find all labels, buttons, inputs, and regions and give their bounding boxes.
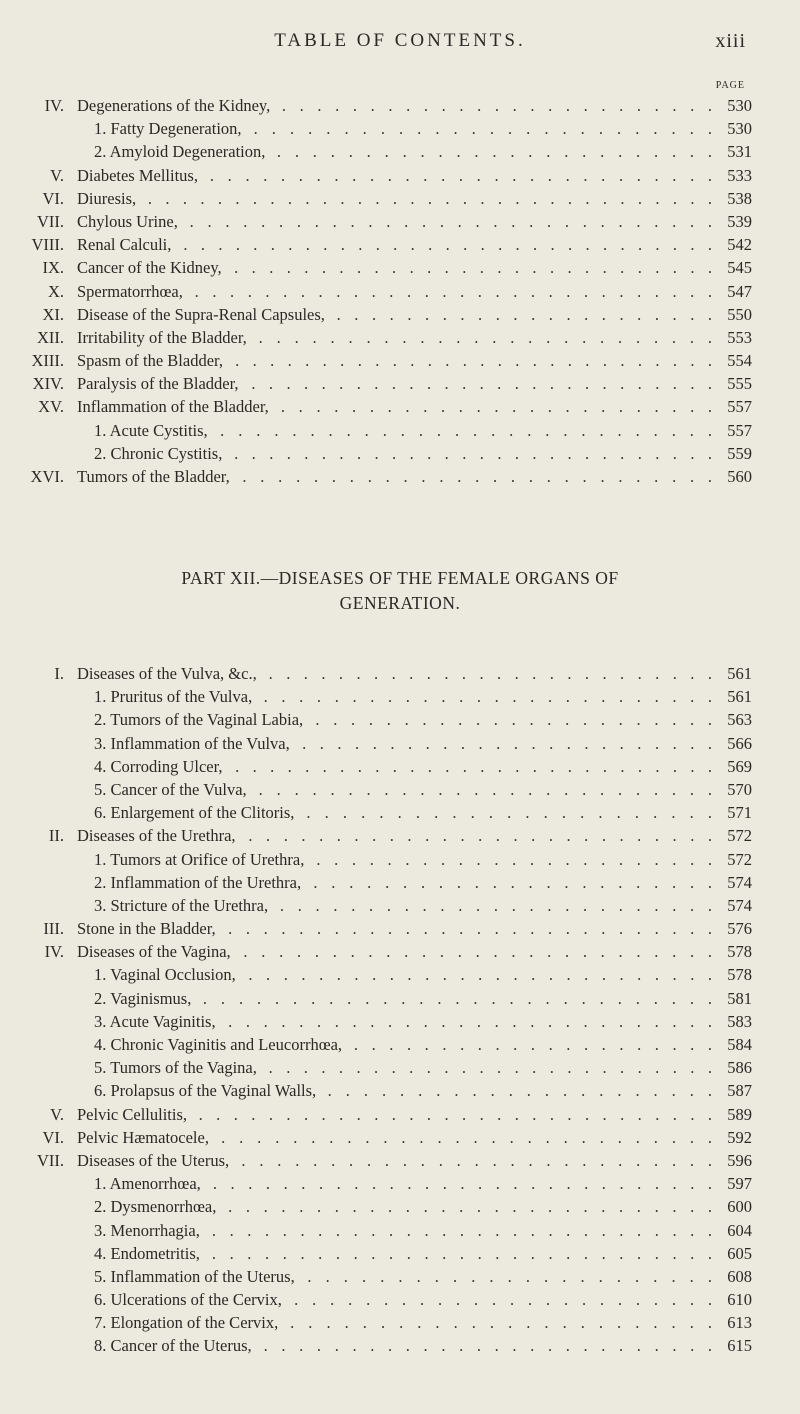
toc-entry [0, 824, 800, 847]
dot-leader: . . . . . . . . . . . . . . . . . . . . . . . . . . . . [228, 1011, 712, 1031]
dot-leader: . . . . . . . . . . . . . . . . . . . . . . . . [302, 733, 712, 753]
entry-page: 530 [727, 96, 752, 115]
dot-leader: . . . . . . . . . . . . . . . . . . . . . . . . . [279, 895, 712, 915]
part-heading-line1: PART XII.—DISEASES OF THE FEMALE ORGANS OF [181, 568, 619, 588]
entry-title: 5. Cancer of the Vulva, [94, 779, 247, 799]
entry-page: 600 [727, 1197, 752, 1217]
entry-page: 557 [727, 397, 752, 417]
entry-page: 571 [727, 803, 752, 823]
entry-number: III. [43, 919, 64, 939]
toc-entry [0, 1149, 800, 1172]
entry-title: 1. Acute Cystitis, [94, 420, 208, 440]
entry-page: 531 [727, 142, 752, 162]
toc-entry [0, 395, 800, 418]
toc-entry [0, 442, 800, 465]
part-heading-line2: GENERATION. [339, 593, 461, 613]
toc-entry [0, 963, 800, 986]
dot-leader: . . . . . . . . . . . . . . . . . . . . . . . . . . [253, 119, 712, 139]
toc-entry [0, 256, 800, 279]
entry-title: 3. Inflammation of the Vulva, [94, 733, 290, 753]
toc-entry [0, 349, 800, 372]
entry-page: 592 [727, 1127, 752, 1147]
dot-leader: . . . . . . . . . . . . . . . . . . . . . . . . . . . . . [202, 988, 712, 1008]
entry-page: 538 [727, 188, 752, 208]
entry-page: 560 [727, 467, 752, 486]
entry-title: Degenerations of the Kidney, [77, 96, 271, 115]
dot-leader: . . . . . . . . . . . . . . . . . . . . . . . . . . . [241, 1150, 712, 1170]
dot-leader: . . . . . . . . . . . . . . . . . . . . . . . . . . [258, 327, 712, 347]
entry-page: 550 [727, 304, 752, 324]
toc-entry [0, 871, 800, 894]
entry-page: 605 [727, 1243, 752, 1263]
toc-entry [0, 894, 800, 917]
dot-leader: . . . . . . . . . . . . . . . . . . . . . . . . . . . . . [209, 165, 712, 185]
dot-leader: . . . . . . . . . . . . . . . . . . . . . . . [316, 849, 712, 869]
entry-title: Pelvic Cellulitis, [77, 1104, 187, 1124]
entry-title: Pelvic Hæmatocele, [77, 1127, 209, 1147]
entry-page: 578 [727, 965, 752, 985]
dot-leader: . . . . . . . . . . . . . . . . . . . . . . . . [294, 1290, 712, 1310]
entry-page: 561 [727, 664, 752, 683]
toc-entry [0, 1010, 800, 1033]
entry-page: 553 [727, 327, 752, 347]
toc-entry [0, 987, 800, 1010]
entry-title: 7. Elongation of the Cervix, [94, 1313, 279, 1333]
dot-leader: . . . . . . . . . . . . . . . . . . . . . . . . . [281, 96, 712, 115]
toc-entry [0, 917, 800, 940]
entry-title: Chylous Urine, [77, 211, 178, 231]
entry-title: 1. Amenorrhœa, [94, 1174, 201, 1194]
dot-leader: . . . . . . . . . . . . . . . . . . . . . . . . . . . . . [211, 1243, 712, 1263]
toc-section-kidney-bladder [0, 94, 800, 488]
entry-title: 2. Tumors of the Vaginal Labia, [94, 710, 304, 730]
toc-entry [0, 1242, 800, 1265]
toc-entry [0, 1219, 800, 1242]
entry-page: 539 [727, 211, 752, 231]
dot-leader: . . . . . . . . . . . . . . . . . . . . . . . . . . . . [228, 1197, 712, 1217]
entry-title: 3. Acute Vaginitis, [94, 1011, 216, 1031]
dot-leader: . . . . . . . . . . . . . . . . . . . . . . . . [290, 1313, 712, 1333]
entry-number: II. [48, 826, 64, 846]
entry-title: Disease of the Supra-Renal Capsules, [77, 304, 325, 324]
dot-leader: . . . . . . . . . . . . . . . . . . . . . . . . . [276, 142, 712, 162]
toc-entry [0, 685, 800, 708]
entry-title: Diseases of the Vagina, [77, 942, 231, 962]
toc-entry [0, 187, 800, 210]
part-heading [0, 566, 800, 616]
toc-entry [0, 1195, 800, 1218]
dot-leader: . . . . . . . . . . . . . . . . . . . . . . . [315, 710, 712, 730]
entry-page: 563 [727, 710, 752, 730]
entry-title: 6. Enlargement of the Clitoris, [94, 803, 295, 823]
entry-page: 574 [727, 872, 752, 892]
entry-title: Spermatorrhœa, [77, 281, 183, 301]
entry-page: 530 [727, 119, 752, 139]
entry-page: 570 [727, 779, 752, 799]
toc-entry [0, 1334, 800, 1357]
toc-entry [0, 708, 800, 731]
toc-entry [0, 465, 800, 488]
entry-number: VII. [36, 211, 64, 231]
toc-entry [0, 372, 800, 395]
toc-entry [0, 326, 800, 349]
entry-page: 613 [727, 1313, 752, 1333]
toc-entry [0, 940, 800, 963]
dot-leader: . . . . . . . . . . . . . . . . . . . . . . . . . . . . . . [198, 1104, 712, 1124]
entry-title: Renal Calculi, [77, 235, 172, 255]
dot-leader: . . . . . . . . . . . . . . . . . . . . . . . . . . [263, 1336, 712, 1356]
entry-number: XVI. [30, 467, 64, 486]
entry-title: 1. Vaginal Occlusion, [94, 965, 236, 985]
dot-leader: . . . . . . . . . . . . . . . . . . . . . . . . . . [268, 1058, 712, 1078]
entry-page: 576 [727, 919, 752, 939]
entry-title: 1. Pruritus of the Vulva, [94, 687, 253, 707]
toc-entry [0, 303, 800, 326]
dot-leader: . . . . . . . . . . . . . . . . . . . . . . . . . . . . [221, 1127, 712, 1147]
dot-leader: . . . . . . . . . . . . . . . . . . . . . . . . . . . . . [212, 1174, 712, 1194]
entry-title: Spasm of the Bladder, [77, 351, 223, 371]
toc-entry [0, 94, 800, 117]
toc-entry [0, 848, 800, 871]
entry-title: Diseases of the Vulva, &c., [77, 664, 257, 683]
entry-page: 583 [727, 1011, 752, 1031]
dot-leader: . . . . . . . . . . . . . . . . . . . . . . . . . . . . . . . [183, 235, 712, 255]
entry-page: 589 [727, 1104, 752, 1124]
toc-entry [0, 280, 800, 303]
dot-leader: . . . . . . . . . . . . . . . . . . . . . . . . . . . . . . [194, 281, 712, 301]
dot-leader: . . . . . . . . . . . . . . . . . . . . . . . . . . . [251, 374, 712, 394]
entry-title: 4. Endometritis, [94, 1243, 200, 1263]
entry-page: 555 [727, 374, 752, 394]
entry-title: 6. Prolapsus of the Vaginal Walls, [94, 1081, 317, 1101]
entry-number: VII. [36, 1150, 64, 1170]
dot-leader: . . . . . . . . . . . . . . . . . . . . . . . [313, 872, 712, 892]
entry-title: 2. Chronic Cystitis, [94, 443, 223, 463]
entry-title: Diseases of the Uterus, [77, 1150, 230, 1170]
entry-title: 3. Menorrhagia, [94, 1220, 200, 1240]
entry-title: 1. Fatty Degeneration, [94, 119, 242, 139]
dot-leader: . . . . . . . . . . . . . . . . . . . . . . . . . . . . . . . . . [147, 188, 712, 208]
page-header [0, 30, 800, 54]
entry-page: 545 [727, 258, 752, 278]
entry-page: 578 [727, 942, 752, 962]
entry-number: IX. [42, 258, 64, 278]
entry-title: 2. Dysmenorrhœa, [94, 1197, 217, 1217]
toc-entry [0, 801, 800, 824]
entry-page: 604 [727, 1220, 752, 1240]
entry-page: 596 [727, 1150, 752, 1170]
entry-title: 6. Ulcerations of the Cervix, [94, 1290, 282, 1310]
entry-number: V. [50, 165, 64, 185]
dot-leader: . . . . . . . . . . . . . . . . . . . . . . [336, 304, 712, 324]
entry-page: 615 [727, 1336, 752, 1356]
dot-leader: . . . . . . . . . . . . . . . . . . . . . . . . . . [258, 779, 712, 799]
entry-page: 559 [727, 443, 752, 463]
dot-leader: . . . . . . . . . . . . . . . . . . . . . . . . . . . . [234, 258, 712, 278]
entry-page: 533 [727, 165, 752, 185]
entry-title: Inflammation of the Bladder, [77, 397, 269, 417]
dot-leader: . . . . . . . . . . . . . . . . . . . . . . . . . [280, 397, 712, 417]
entry-page: 597 [727, 1174, 752, 1194]
toc-entry [0, 1288, 800, 1311]
entry-page: 572 [727, 849, 752, 869]
entry-page: 608 [727, 1266, 752, 1286]
dot-leader: . . . . . . . . . . . . . . . . . . . . . . . . . . . [242, 467, 712, 486]
entry-title: 8. Cancer of the Uterus, [94, 1336, 252, 1356]
running-title: TABLE OF CONTENTS. [274, 30, 526, 51]
entry-number: XII. [36, 327, 64, 347]
dot-leader: . . . . . . . . . . . . . . . . . . . . . . [327, 1081, 712, 1101]
dot-leader: . . . . . . . . . . . . . . . . . . . . . . . . . . [268, 664, 712, 683]
entry-title: 2. Amyloid Degeneration, [94, 142, 266, 162]
entry-number: VI. [42, 188, 64, 208]
toc-entry [0, 140, 800, 163]
entry-title: Diuresis, [77, 188, 137, 208]
dot-leader: . . . . . . . . . . . . . . . . . . . . . . . . . . . . [220, 420, 712, 440]
entry-page: 569 [727, 756, 752, 776]
entry-title: 4. Chronic Vaginitis and Leucorrhœa, [94, 1035, 343, 1054]
entry-page: 610 [727, 1290, 752, 1310]
entry-page: 542 [727, 235, 752, 255]
entry-number: IV. [44, 96, 64, 115]
entry-number: XV. [38, 397, 64, 417]
toc-entry [0, 662, 800, 685]
dot-leader: . . . . . . . . . . . . . . . . . . . . . . . [307, 1266, 712, 1286]
dot-leader: . . . . . . . . . . . . . . . . . . . . . [353, 1035, 712, 1054]
entry-title: 4. Corroding Ulcer, [94, 756, 223, 776]
entry-page: 581 [727, 988, 752, 1008]
entry-title: Cancer of the Kidney, [77, 258, 222, 278]
entry-title: Diabetes Mellitus, [77, 165, 198, 185]
toc-entry [0, 732, 800, 755]
dot-leader: . . . . . . . . . . . . . . . . . . . . . . . [306, 803, 712, 823]
toc-entry [0, 1033, 800, 1056]
entry-title: Paralysis of the Bladder, [77, 374, 239, 394]
entry-title: 5. Inflammation of the Uterus, [94, 1266, 295, 1286]
entry-page: 566 [727, 733, 752, 753]
entry-page: 587 [727, 1081, 752, 1101]
entry-number: XIII. [31, 351, 64, 371]
toc-section-female-organs [0, 662, 800, 1358]
entry-number: X. [47, 281, 64, 301]
entry-number: VI. [42, 1127, 64, 1147]
dot-leader: . . . . . . . . . . . . . . . . . . . . . . . . . . . [248, 826, 712, 846]
page-column-label: PAGE [715, 80, 745, 91]
toc-entry [0, 233, 800, 256]
dot-leader: . . . . . . . . . . . . . . . . . . . . . . . . . . . . [235, 351, 712, 371]
toc-entry [0, 1126, 800, 1149]
toc-entry [0, 778, 800, 801]
entry-title: 3. Stricture of the Urethra, [94, 895, 269, 915]
entry-title: 2. Vaginismus, [94, 988, 192, 1008]
entry-page: 554 [727, 351, 752, 371]
entry-page: 557 [727, 420, 752, 440]
entry-title: 5. Tumors of the Vagina, [94, 1058, 257, 1078]
entry-number: XI. [42, 304, 64, 324]
toc-entry [0, 117, 800, 140]
toc-entry [0, 419, 800, 442]
entry-number: VIII. [31, 235, 64, 255]
entry-number: IV. [44, 942, 64, 962]
dot-leader: . . . . . . . . . . . . . . . . . . . . . . . . . . . . [234, 443, 712, 463]
entry-page: 572 [727, 826, 752, 846]
toc-entry [0, 1103, 800, 1126]
toc-entry [0, 755, 800, 778]
entry-title: Diseases of the Urethra, [77, 826, 236, 846]
dot-leader: . . . . . . . . . . . . . . . . . . . . . . . . . . . . . . [189, 211, 712, 231]
entry-page: 547 [727, 281, 752, 301]
entry-title: 2. Inflammation of the Urethra, [94, 872, 302, 892]
toc-entry [0, 210, 800, 233]
dot-leader: . . . . . . . . . . . . . . . . . . . . . . . . . . . . [228, 919, 712, 939]
entry-title: Irritability of the Bladder, [77, 327, 247, 347]
entry-page: 584 [727, 1035, 752, 1054]
toc-entry [0, 1311, 800, 1334]
entry-number: I. [54, 664, 64, 683]
toc-entry [0, 1056, 800, 1079]
dot-leader: . . . . . . . . . . . . . . . . . . . . . . . . . . . . . [211, 1220, 712, 1240]
entry-page: 574 [727, 895, 752, 915]
entry-number: XIV. [32, 374, 64, 394]
toc-entry [0, 1172, 800, 1195]
dot-leader: . . . . . . . . . . . . . . . . . . . . . . . . . . . [243, 942, 712, 962]
dot-leader: . . . . . . . . . . . . . . . . . . . . . . . . . . [263, 687, 712, 707]
dot-leader: . . . . . . . . . . . . . . . . . . . . . . . . . . . . [235, 756, 712, 776]
toc-entry [0, 1265, 800, 1288]
entry-title: 1. Tumors at Orifice of Urethra, [94, 849, 305, 869]
toc-entry [0, 1079, 800, 1102]
entry-number: V. [50, 1104, 64, 1124]
toc-entry [0, 164, 800, 187]
entry-title: Tumors of the Bladder, [77, 467, 230, 486]
entry-page: 561 [727, 687, 752, 707]
entry-title: Stone in the Bladder, [77, 919, 216, 939]
entry-page: 586 [727, 1058, 752, 1078]
dot-leader: . . . . . . . . . . . . . . . . . . . . . . . . . . . [248, 965, 712, 985]
page-number: xiii [715, 30, 746, 52]
